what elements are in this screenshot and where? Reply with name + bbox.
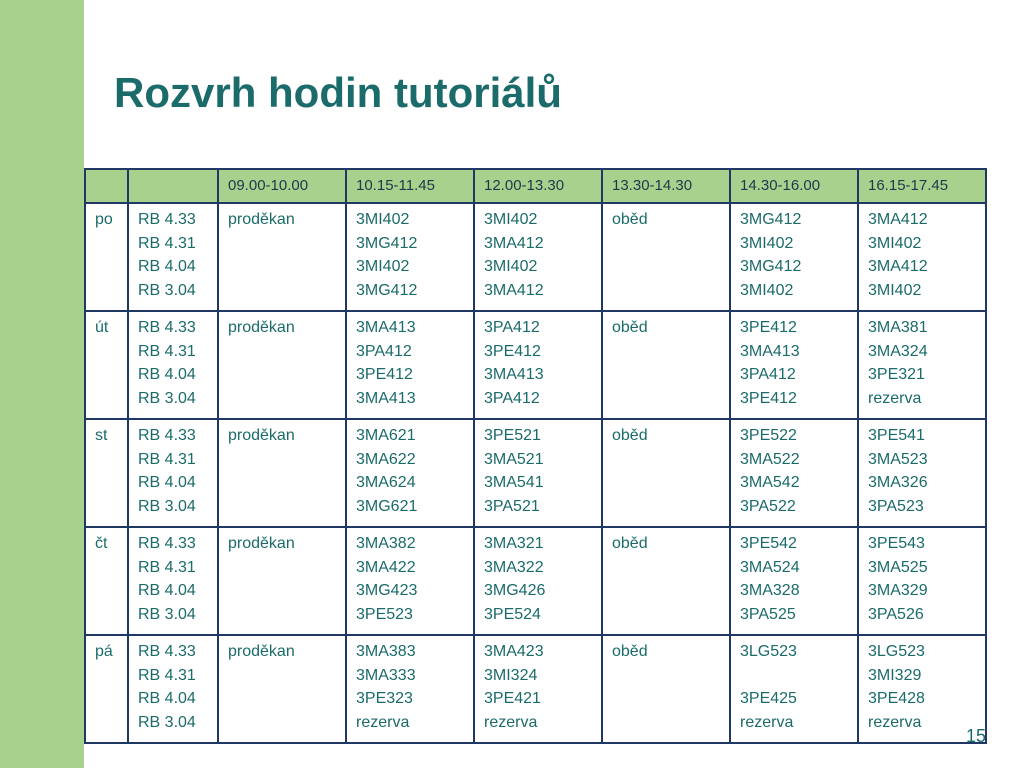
cell-entry: 3PE412 xyxy=(484,342,541,360)
cell-entry: 3PE541 xyxy=(868,427,925,444)
cell-entry: oběd xyxy=(612,535,648,552)
cell-entry: proděkan xyxy=(228,427,295,444)
cell-entry: RB 4.33 xyxy=(138,643,196,660)
cell-entry: 3MI329 xyxy=(868,666,922,684)
day-cell: st xyxy=(85,419,128,527)
cell-entry: RB 3.04 xyxy=(138,281,196,299)
slot-cell xyxy=(346,419,474,527)
rooms-cell xyxy=(128,527,218,635)
cell-entry: 3PA525 xyxy=(740,605,796,623)
cell-entry: 3PE412 xyxy=(740,389,797,407)
cell-entry: 3MA333 xyxy=(356,666,416,684)
slot-cell xyxy=(602,635,730,743)
slot-cell xyxy=(858,419,986,527)
cell-entry: 3MI402 xyxy=(868,281,922,299)
day-cell: út xyxy=(85,311,128,419)
schedule-body xyxy=(85,203,986,743)
header-cell xyxy=(85,169,128,203)
cell-entry: 3MA412 xyxy=(868,258,928,275)
header-cell: 12.00-13.30 xyxy=(474,169,602,203)
page-number: 15 xyxy=(966,726,987,746)
cell-entry: oběd xyxy=(612,319,648,336)
cell-entry: RB 4.31 xyxy=(138,558,196,576)
cell-entry: 3PE522 xyxy=(740,427,797,444)
slot-cell xyxy=(218,635,346,743)
cell-entry: oběd xyxy=(612,211,648,228)
slot-cell xyxy=(474,419,602,527)
cell-entry: 3MA413 xyxy=(484,366,544,383)
slot-cell xyxy=(730,527,858,635)
slot-cell xyxy=(730,635,858,743)
cell-entry: 3MI402 xyxy=(356,211,410,228)
cell-entry: 3PE412 xyxy=(740,319,797,336)
slot-cell xyxy=(218,419,346,527)
day-cell: čt xyxy=(85,527,128,635)
cell-entry: RB 3.04 xyxy=(138,389,196,407)
header-cell: 09.00-10.00 xyxy=(218,169,346,203)
cell-entry: oběd xyxy=(612,643,648,660)
cell-entry: 3MA542 xyxy=(740,474,800,491)
cell-entry: RB 4.04 xyxy=(138,582,196,599)
slot-cell xyxy=(602,527,730,635)
slot-cell xyxy=(346,527,474,635)
cell-entry: 3PE323 xyxy=(356,690,413,707)
cell-entry: 3PE412 xyxy=(356,366,413,383)
slot-cell xyxy=(858,527,986,635)
slot-cell xyxy=(474,203,602,311)
header-cell xyxy=(128,169,218,203)
cell-entry: 3MI402 xyxy=(484,211,538,228)
cell-entry: 3MA621 xyxy=(356,427,416,444)
cell-entry: rezerva xyxy=(484,713,538,731)
cell-entry xyxy=(740,664,851,688)
day-cell: pá xyxy=(85,635,128,743)
slot-cell xyxy=(730,419,858,527)
table-row xyxy=(85,311,986,419)
cell-entry: 3MG423 xyxy=(356,582,418,599)
cell-entry: oběd xyxy=(612,427,648,444)
cell-entry: 3MA413 xyxy=(356,389,416,407)
slot-cell xyxy=(474,635,602,743)
rooms-cell xyxy=(128,635,218,743)
slot-cell xyxy=(730,311,858,419)
cell-entry: 3MA329 xyxy=(868,582,928,599)
cell-entry: proděkan xyxy=(228,535,295,552)
slot-cell xyxy=(602,419,730,527)
slot-cell xyxy=(346,203,474,311)
cell-entry: RB 4.04 xyxy=(138,690,196,707)
cell-entry: 3PA526 xyxy=(868,605,924,623)
cell-entry: 3MA525 xyxy=(868,558,928,576)
schedule-table xyxy=(84,168,987,744)
cell-entry: RB 4.33 xyxy=(138,211,196,228)
left-accent-bar xyxy=(0,0,84,768)
rooms-cell xyxy=(128,419,218,527)
cell-entry: RB 4.33 xyxy=(138,427,196,444)
cell-entry: 3PA412 xyxy=(740,366,796,383)
header-row xyxy=(85,169,986,203)
cell-entry: rezerva xyxy=(356,713,410,731)
header-cell: 13.30-14.30 xyxy=(602,169,730,203)
cell-entry: 3MA324 xyxy=(868,342,928,360)
cell-entry: 3PA523 xyxy=(868,497,924,515)
cell-entry: RB 3.04 xyxy=(138,713,196,731)
cell-entry: 3MI402 xyxy=(740,281,794,299)
table-row xyxy=(85,635,986,743)
cell-entry: rezerva xyxy=(868,389,922,407)
cell-entry: 3MA523 xyxy=(868,450,928,468)
slide-title: Rozvrh hodin tutoriálů xyxy=(114,69,562,116)
cell-entry: 3PA412 xyxy=(356,342,412,360)
cell-entry: 3MG412 xyxy=(740,258,802,275)
cell-entry: 3PA412 xyxy=(484,319,540,336)
cell-entry: rezerva xyxy=(740,713,794,731)
cell-entry: RB 4.33 xyxy=(138,535,196,552)
cell-entry: 3MG412 xyxy=(356,281,418,299)
cell-entry: 3MA522 xyxy=(740,450,800,468)
cell-entry: RB 3.04 xyxy=(138,497,196,515)
cell-entry: 3MA412 xyxy=(484,281,544,299)
header-cell: 10.15-11.45 xyxy=(346,169,474,203)
cell-entry: 3MA321 xyxy=(484,535,544,552)
table-row xyxy=(85,527,986,635)
slot-cell xyxy=(858,203,986,311)
cell-entry: RB 4.31 xyxy=(138,450,196,468)
cell-entry: 3MA624 xyxy=(356,474,416,491)
cell-entry: 3MA412 xyxy=(484,234,544,252)
cell-entry: RB 3.04 xyxy=(138,605,196,623)
header-cell: 16.15-17.45 xyxy=(858,169,986,203)
cell-entry: 3MA541 xyxy=(484,474,544,491)
cell-entry: RB 4.04 xyxy=(138,366,196,383)
cell-entry: 3MA328 xyxy=(740,582,800,599)
cell-entry: 3PE425 xyxy=(740,690,797,707)
cell-entry: 3PA521 xyxy=(484,497,540,515)
cell-entry: 3MA381 xyxy=(868,319,928,336)
cell-entry: 3MA412 xyxy=(868,211,928,228)
slot-cell xyxy=(602,311,730,419)
rooms-cell xyxy=(128,311,218,419)
slot-cell xyxy=(730,203,858,311)
cell-entry: 3PE524 xyxy=(484,605,541,623)
cell-entry: 3PE523 xyxy=(356,605,413,623)
cell-entry: 3MA622 xyxy=(356,450,416,468)
cell-entry: 3MG412 xyxy=(356,234,418,252)
table-row xyxy=(85,203,986,311)
cell-entry: RB 4.33 xyxy=(138,319,196,336)
table-row xyxy=(85,419,986,527)
slot-cell xyxy=(346,311,474,419)
cell-entry: RB 4.04 xyxy=(138,474,196,491)
cell-entry: proděkan xyxy=(228,643,295,660)
slot-cell xyxy=(602,203,730,311)
cell-entry: 3MA383 xyxy=(356,643,416,660)
cell-entry: 3LG523 xyxy=(740,643,797,660)
cell-entry: 3PE542 xyxy=(740,535,797,552)
cell-entry: 3PE428 xyxy=(868,690,925,707)
slot-cell xyxy=(218,203,346,311)
cell-entry: 3MA326 xyxy=(868,474,928,491)
cell-entry: 3PE543 xyxy=(868,535,925,552)
slot-cell xyxy=(218,311,346,419)
cell-entry: 3PE321 xyxy=(868,366,925,383)
header-cell: 14.30-16.00 xyxy=(730,169,858,203)
cell-entry: proděkan xyxy=(228,319,295,336)
cell-entry: 3MA422 xyxy=(356,558,416,576)
slot-cell xyxy=(346,635,474,743)
cell-entry: 3MA413 xyxy=(356,319,416,336)
day-cell: po xyxy=(85,203,128,311)
cell-entry: 3MI402 xyxy=(484,258,538,275)
slot-cell xyxy=(858,311,986,419)
cell-entry: 3MA322 xyxy=(484,558,544,576)
cell-entry: RB 4.04 xyxy=(138,258,196,275)
cell-entry: 3MG412 xyxy=(740,211,802,228)
cell-entry: 3MI402 xyxy=(740,234,794,252)
cell-entry: 3MI402 xyxy=(868,234,922,252)
cell-entry: 3PA412 xyxy=(484,389,540,407)
cell-entry: 3MI402 xyxy=(356,258,410,275)
cell-entry: rezerva xyxy=(868,713,922,731)
rooms-cell xyxy=(128,203,218,311)
cell-entry: proděkan xyxy=(228,211,295,228)
cell-entry: 3PE421 xyxy=(484,690,541,707)
cell-entry: RB 4.31 xyxy=(138,342,196,360)
cell-entry: 3PE521 xyxy=(484,427,541,444)
cell-entry: RB 4.31 xyxy=(138,666,196,684)
cell-entry: 3MA423 xyxy=(484,643,544,660)
cell-entry: RB 4.31 xyxy=(138,234,196,252)
cell-entry: 3MG426 xyxy=(484,582,546,599)
cell-entry: 3MA413 xyxy=(740,342,800,360)
slot-cell xyxy=(474,311,602,419)
cell-entry: 3PA522 xyxy=(740,497,796,515)
cell-entry: 3MI324 xyxy=(484,666,538,684)
slot-cell xyxy=(218,527,346,635)
slot-cell xyxy=(474,527,602,635)
cell-entry: 3MA521 xyxy=(484,450,544,468)
cell-entry: 3MA524 xyxy=(740,558,800,576)
cell-entry: 3MG621 xyxy=(356,497,418,515)
cell-entry: 3MA382 xyxy=(356,535,416,552)
cell-entry: 3LG523 xyxy=(868,643,925,660)
